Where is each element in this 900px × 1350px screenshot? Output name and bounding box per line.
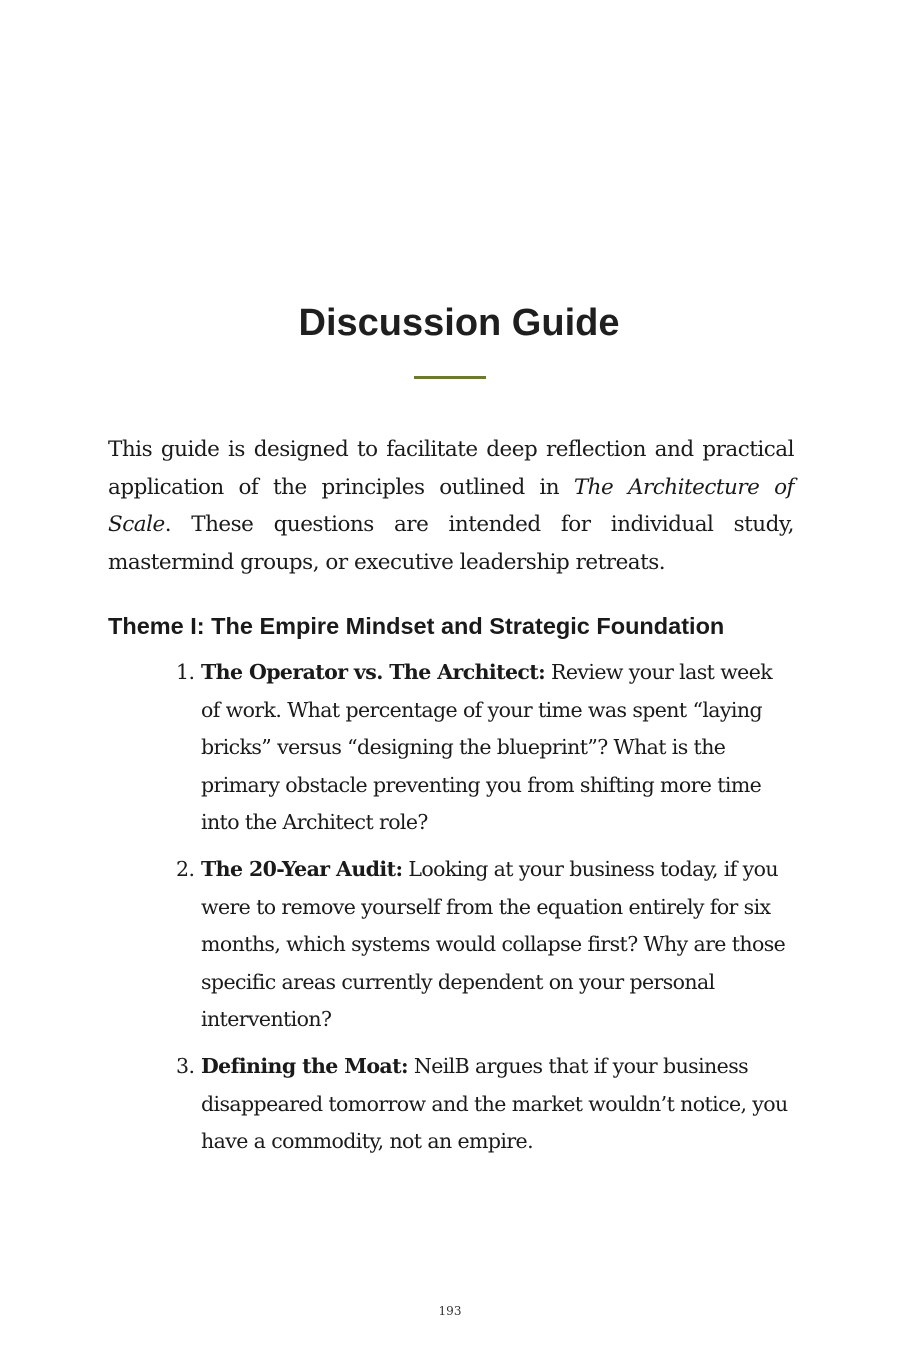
page-number: 193: [438, 1304, 462, 1318]
question-title: The Operator vs. The Architect:: [201, 660, 546, 684]
question-item: [176, 1048, 790, 1161]
intro-text-after: . These questions are intended for individual study, mastermind groups, or executive leadership retreats.: [108, 512, 794, 575]
question-body: NeilB argues that if your business disappeared tomorrow and the market wouldn’t notice, you have a commodity, not an empire.: [201, 1053, 788, 1154]
question-title: Defining the Moat:: [201, 1053, 408, 1078]
page-title: Discussion Guide: [298, 302, 620, 344]
question-number: 1.: [176, 660, 195, 684]
theme-heading: Theme I: The Empire Mindset and Strategic Foundation: [108, 613, 725, 639]
intro-text-before: This guide is designed to facilitate deep reflection and practical application of the principles outlined in: [108, 437, 794, 500]
book-title: The Architecture of Scale: [108, 474, 794, 537]
question-item: [176, 851, 790, 1039]
question-list: [176, 654, 790, 1170]
question-body: Looking at your business today, if you were to remove yourself from the equation entirely for six months, which systems would collapse first? Why are those specific areas currently dependent on your personal intervention?: [201, 856, 786, 1032]
intro-paragraph: [108, 431, 794, 581]
question-title: The 20-Year Audit:: [201, 856, 403, 881]
question-number: 2.: [176, 856, 195, 881]
question-item: [176, 654, 790, 842]
question-body: Review your last week of work. What percentage of your time was spent “laying bricks” versus “designing the blueprint”? What is the primary obstacle preventing you from shifting more time into the Architect role?: [201, 660, 773, 835]
question-number: 3.: [176, 1053, 195, 1078]
title-divider: [414, 376, 486, 379]
